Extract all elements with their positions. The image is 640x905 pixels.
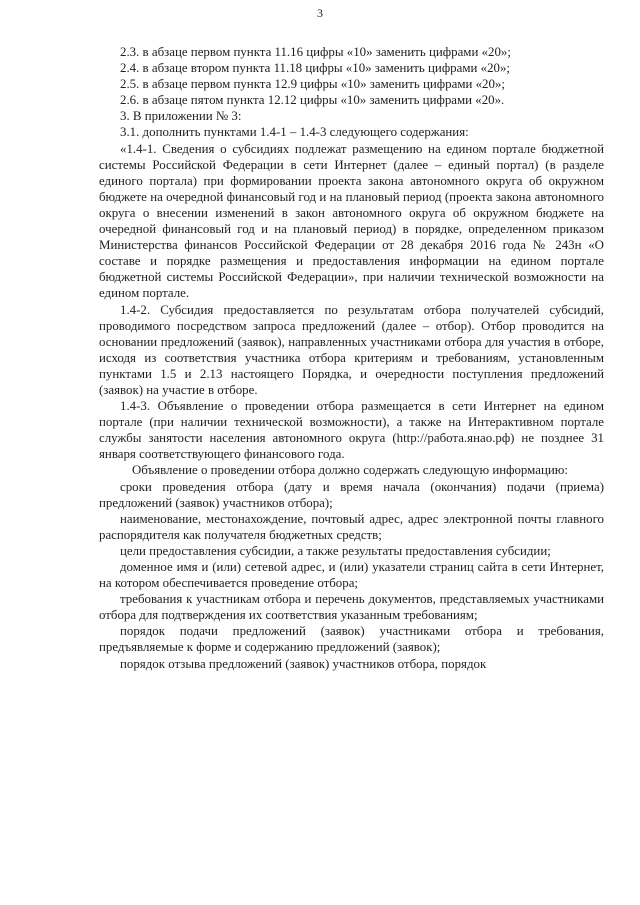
list-item-name-address: наименование, местонахождение, почтовый адрес, адрес электронной почты главного распорядителя как получателя бюджетных средств; bbox=[99, 511, 604, 542]
list-item-withdrawal-order: порядок отзыва предложений (заявок) участников отбора, порядок bbox=[120, 656, 487, 671]
paragraph-3-1: 3.1. дополнить пунктами 1.4-1 – 1.4-3 следующего содержания: bbox=[120, 125, 469, 140]
paragraph-1-4-3: 1.4-3. Объявление о проведении отбора размещается в сети Интернет на едином портале (при наличии технической возможности), а также на Интерактивном портале службы занятости населения автономного округа (http://работа.янао.рф) не позднее 31 января соответствующего финансового года. bbox=[99, 399, 604, 462]
paragraph-2-5: 2.5. в абзаце первом пункта 12.9 цифры «10» заменить цифрами «20»; bbox=[120, 77, 505, 92]
paragraph-2-3: 2.3. в абзаце первом пункта 11.16 цифры «10» заменить цифрами «20»; bbox=[120, 45, 511, 59]
paragraph-2-6: 2.6. в абзаце пятом пункта 12.12 цифры «10» заменить цифрами «20». bbox=[120, 93, 505, 108]
list-item-requirements: требования к участникам отбора и перечень документов, представляемых участниками отбора для подтверждения их соответствия указанным требованиям; bbox=[99, 592, 604, 623]
document-body bbox=[99, 44, 604, 672]
paragraph-2-4: 2.4. в абзаце втором пункта 11.18 цифры «10» заменить цифрами «20»; bbox=[120, 61, 510, 76]
paragraph-1-4-2: 1.4-2. Субсидия предоставляется по результатам отбора получателей субсидий, проводимого посредством запроса предложений (далее – отбор). Отбор проводится на основании предложений (заявок), направленных участниками отбора для участия в отборе, исходя из соответствия участника отбора критериям и требованиям, установленным пунктами 1.5 и 2.13 настоящего Порядка, и очередности поступления предложений (заявок) на участие в отборе. bbox=[99, 302, 604, 397]
paragraph-1-4-1: «1.4-1. Сведения о субсидиях подлежат размещению на едином портале бюджетной системы Российской Федерации в сети Интернет (далее – единый портал) (в разделе единого портала) при формировании проекта закона автономного округа об окружном бюджете на очередной финансовый год и на плановый период (проекта закона автономного округа о внесении изменений в закон автономного округа об окружном бюджете на очередной финансовый год и на плановый период) в порядке, определенном приказом Министерства финансов Российской Федерации от 28 декабря 2016 года № 243н «О составе и порядке размещения и предоставления информации на едином портале бюджетной системы Российской Федерации», при наличии технической возможности на едином портале. bbox=[99, 141, 604, 301]
list-item-goals: цели предоставления субсидии, а также результаты предоставления субсидии; bbox=[120, 543, 551, 558]
list-item-deadlines: сроки проведения отбора (дату и время начала (окончания) подачи (приема) предложений (заявок) участников отбора); bbox=[99, 479, 604, 510]
paragraph-announcement-intro: Объявление о проведении отбора должно содержать следующую информацию: bbox=[132, 463, 568, 478]
list-item-domain: доменное имя и (или) сетевой адрес, и (или) указатели страниц сайта в сети Интернет, на котором обеспечивается проведение отбора; bbox=[99, 560, 604, 591]
list-item-submission-order: порядок подачи предложений (заявок) участниками отбора и требования, предъявляемые к форме и содержанию предложений (заявок); bbox=[99, 624, 604, 655]
paragraph-3: 3. В приложении № 3: bbox=[120, 109, 242, 124]
page-number: 3 bbox=[317, 6, 323, 20]
